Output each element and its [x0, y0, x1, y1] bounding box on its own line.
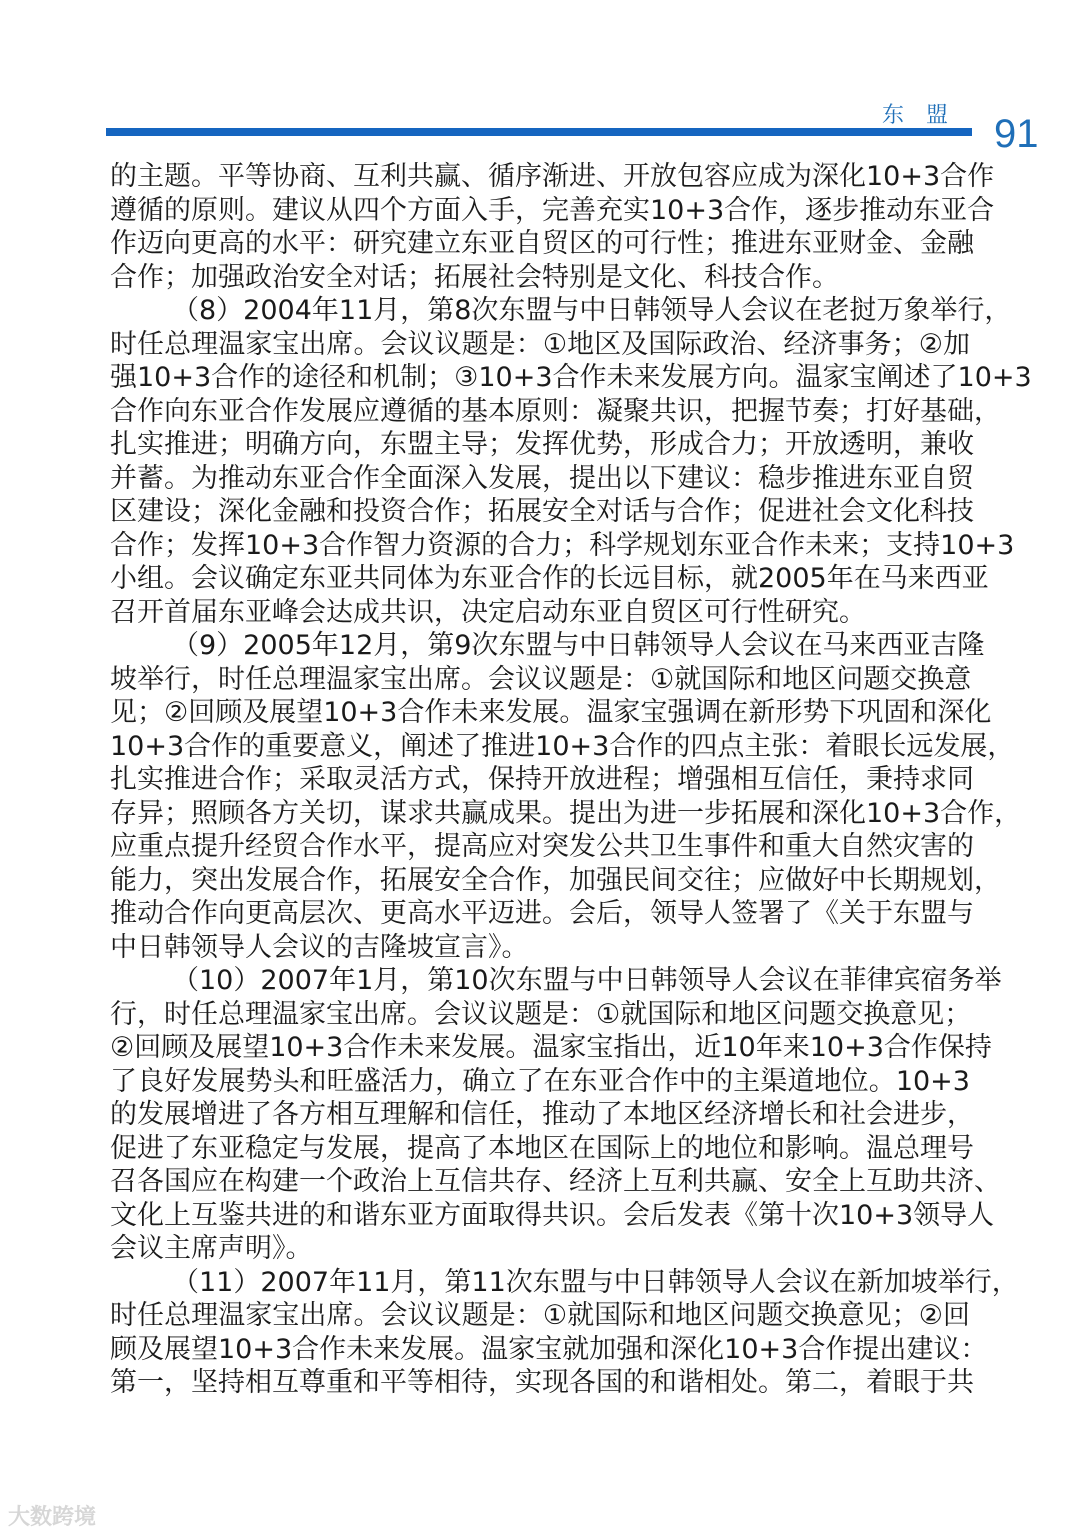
- text-line: 并蓄。为推动东亚合作全面深入发展，提出以下建议：稳步推进东亚自贸: [110, 462, 974, 494]
- text-line: 召开首届东亚峰会达成共识，决定启动东亚自贸区可行性研究。: [110, 596, 866, 628]
- text-line: 顾及展望10+3合作未来发展。温家宝就加强和深化10+3合作提出建议：: [110, 1333, 988, 1365]
- text-line: （8）2004年11月，第8次东盟与中日韩领导人会议在老挝万象举行，: [172, 295, 1012, 326]
- body-text: [110, 160, 1032, 1400]
- text-line: 存异；照顾各方关切，谋求共赢成果。提出为进一步拓展和深化10+3合作，: [110, 797, 1022, 829]
- text-line: 见；②回顾及展望10+3合作未来发展。温家宝强调在新形势下巩固和深化: [110, 697, 992, 728]
- section-title: 东盟: [881, 103, 970, 128]
- text-line: 应重点提升经贸合作水平，提高应对突发公共卫生事件和重大自然灾害的: [110, 831, 974, 862]
- text-line: 合作向东亚合作发展应遵循的基本原则：凝聚共识，把握节奏；打好基础，: [110, 395, 1001, 427]
- text-line: 第一，坚持相互尊重和平等相待，实现各国的和谐相处。第二，着眼于共: [110, 1367, 974, 1398]
- text-line: （11）2007年11月，第11次东盟与中日韩领导人会议在新加坡举行，: [172, 1266, 1019, 1298]
- text-line: 扎实推进；明确方向，东盟主导；发挥优势，形成合力；开放透明，兼收: [110, 429, 974, 460]
- paragraph: [110, 964, 1002, 1266]
- text-line: 坡举行，时任总理温家宝出席。会议议题是：①就国际和地区问题交换意: [110, 663, 972, 695]
- text-line: 会议主席声明》。: [110, 1233, 313, 1264]
- text-line: 10+3合作的重要意义，阐述了推进10+3合作的四点主张：着眼长远发展，: [110, 730, 1015, 762]
- text-line: 作迈向更高的水平：研究建立东亚自贸区的可行性；推进东亚财金、金融: [110, 228, 974, 259]
- text-line: 强10+3合作的途径和机制；③10+3合作未来发展方向。温家宝阐述了10+3: [110, 362, 1032, 393]
- paragraph: [110, 1266, 1019, 1400]
- text-line: 小组。会议确定东亚共同体为东亚合作的长远目标，就2005年在马来西亚: [110, 563, 989, 594]
- text-line: （9）2005年12月，第9次东盟与中日韩领导人会议在马来西亚吉隆: [172, 630, 985, 661]
- text-line: 合作；加强政治安全对话；拓展社会特别是文化、科技合作。: [110, 261, 839, 293]
- text-line: 了良好发展势头和旺盛活力，确立了在东亚合作中的主渠道地位。10+3: [110, 1065, 970, 1097]
- header-rule: [106, 128, 972, 136]
- text-line: 文化上互鉴共进的和谐东亚方面取得共识。会后发表《第十次10+3领导人: [110, 1199, 995, 1231]
- paragraph: [110, 629, 1022, 964]
- page-number: 91: [994, 112, 1039, 156]
- text-line: ②回顾及展望10+3合作未来发展。温家宝指出，近10年来10+3合作保持: [110, 1032, 992, 1063]
- text-line: 促进了东亚稳定与发展，提高了本地区在国际上的地位和影响。温总理号: [110, 1132, 974, 1164]
- paragraph: [110, 294, 1032, 629]
- text-line: 的主题。平等协商、互利共赢、循序渐进、开放包容应成为深化10+3合作: [110, 161, 995, 192]
- text-line: 推动合作向更高层次、更高水平迈进。会后，领导人签署了《关于东盟与: [110, 898, 974, 929]
- text-line: 扎实推进合作；采取灵活方式，保持开放进程；增强相互信任，秉持求同: [110, 764, 974, 795]
- paragraph: [110, 160, 995, 294]
- text-line: 合作；发挥10+3合作智力资源的合力；科学规划东亚合作未来；支持10+3: [110, 529, 1015, 561]
- text-line: 的发展增进了各方相互理解和信任，推动了本地区经济增长和社会进步，: [110, 1099, 974, 1130]
- text-line: 区建设；深化金融和投资合作；拓展安全对话与合作；促进社会文化科技: [110, 496, 974, 527]
- text-line: 能力，突出发展合作，拓展安全合作，加强民间交往；应做好中长期规划，: [110, 864, 1001, 896]
- watermark-logo: 大数跨境: [8, 1505, 97, 1530]
- text-line: 召各国应在构建一个政治上互信共存、经济上互利共赢、安全上互助共济、: [110, 1166, 1001, 1197]
- text-line: 中日韩领导人会议的吉隆坡宣言》。: [110, 931, 529, 963]
- text-line: （10）2007年1月，第10次东盟与中日韩领导人会议在菲律宾宿务举: [172, 965, 1002, 996]
- text-line: 时任总理温家宝出席。会议议题是：①地区及国际政治、经济事务；②加: [110, 328, 970, 360]
- text-line: 时任总理温家宝出席。会议议题是：①就国际和地区问题交换意见；②回: [110, 1300, 970, 1331]
- text-line: 遵循的原则。建议从四个方面入手，完善充实10+3合作，逐步推动东亚合: [110, 194, 995, 226]
- text-line: 行，时任总理温家宝出席。会议议题是：①就国际和地区问题交换意见；: [110, 998, 972, 1030]
